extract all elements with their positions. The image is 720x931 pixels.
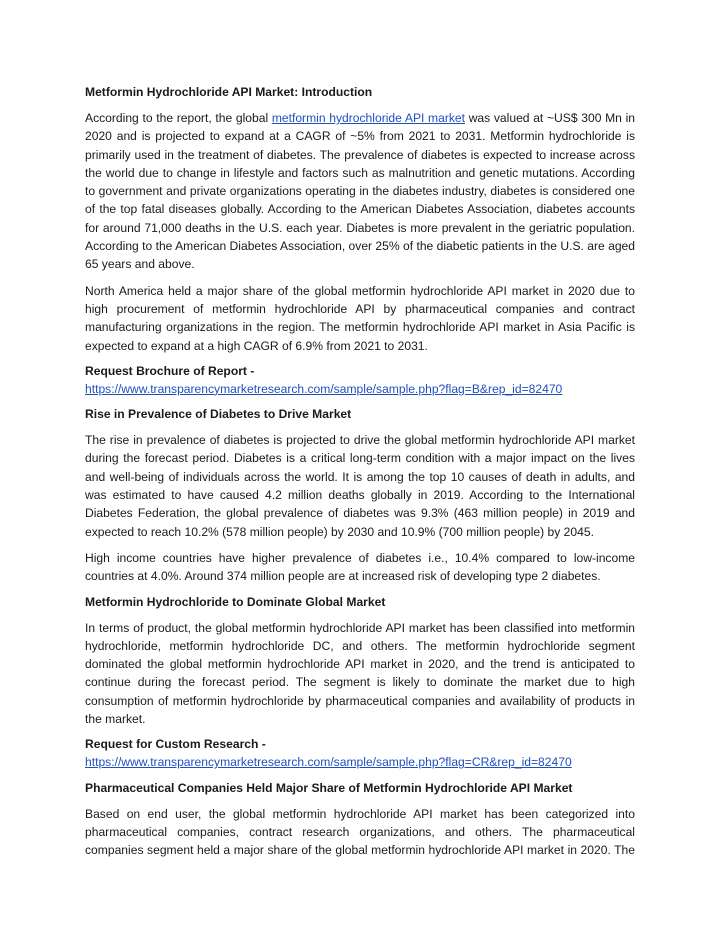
- rise-paragraph-2: High income countries have higher prevalence of diabetes i.e., 10.4% compared to low-income countries at 4.0%. Around 374 million people are at increased risk of developing type 2 diabetes.: [85, 550, 635, 584]
- intro-paragraph-2: North America held a major share of the global metformin hydrochloride API market in 2020 due to high procurement of metformin hydrochloride API by pharmaceutical companies and contract manufacturing organizations in the region. The metformin hydrochloride API market in Asia Pacific is expected to expand at a high CAGR of 6.9% from 2021 to 2031.: [85, 283, 635, 353]
- document-body: [85, 84, 635, 860]
- brochure-request-link[interactable]: https://www.transparencymarketresearch.com/sample/sample.php?flag=B&rep_id=82470: [85, 381, 563, 396]
- pharma-heading: Pharmaceutical Companies Held Major Share of Metformin Hydrochloride API Market: [85, 780, 573, 795]
- rise-paragraph-1: The rise in prevalence of diabetes is projected to drive the global metformin hydrochloride API market during the forecast period. Diabetes is a critical long-term condition with a major impact on the lives and well-being of individuals across the world. It is among the top 10 causes of death in adults, and was estimated to have caused 4.2 million deaths globally in 2019. According to the International Diabetes Federation, the global prevalence of diabetes was 9.3% (463 million people) in 2019 and expected to reach 10.2% (578 million people) by 2030 and 10.9% (700 million people) by 2045.: [85, 433, 635, 539]
- dominate-heading: Metformin Hydrochloride to Dominate Global Market: [85, 594, 386, 609]
- custom-research-link[interactable]: https://www.transparencymarketresearch.com/sample/sample.php?flag=CR&rep_id=82470: [85, 755, 572, 770]
- brochure-request-label: Request Brochure of Report -: [85, 363, 255, 378]
- brochure-request: [85, 363, 635, 398]
- custom-research-request: [85, 736, 635, 771]
- market-report-link[interactable]: metformin hydrochloride API market: [271, 111, 466, 125]
- dominate-paragraph-1: In terms of product, the global metformin hydrochloride API market has been classified into metformin hydrochloride, metformin hydrochloride DC, and others. The metformin hydrochloride segment dominated the global metformin hydrochloride API market in 2020, and the trend is anticipated to continue during the forecast period. The segment is likely to dominate the market due to high consumption of metformin hydrochloride by pharmaceutical companies and availability of products in the market.: [85, 620, 635, 727]
- custom-research-label: Request for Custom Research -: [85, 737, 266, 752]
- pharma-paragraph-1: Based on end user, the global metformin hydrochloride API market has been categorized into pharmaceutical companies, contract research organizations, and others. The pharmaceutical companies segment held a major share of the global metformin hydrochloride API market in 2020. The: [85, 806, 635, 858]
- intro-heading: Metformin Hydrochloride API Market: Introduction: [85, 85, 373, 99]
- intro-text-after-link: was valued at ~US$ 300 Mn in 2020 and is projected to expand at a CAGR of ~5% from 2021 to 2031. Metformin hydrochloride is primarily used in the treatment of diabetes. The prevalence of diabetes is expected to increase across the world due to change in lifestyle and factors such as malnutrition and genetic mutations. According to government and private organizations operating in the diabetes industry, diabetes is considered one of the top fatal diseases globally. According to the American Diabetes Association, diabetes accounts for around 71,000 deaths in the U.S. each year. Diabetes is more prevalent in the geriatric population. According to the American Diabetes Association, over 25% of the diabetic patients in the U.S. are aged 65 years and above.: [85, 111, 635, 272]
- rise-heading: Rise in Prevalence of Diabetes to Drive Market: [85, 407, 352, 422]
- intro-paragraph-1: [85, 109, 635, 274]
- intro-text-before-link: According to the report, the global: [85, 111, 272, 125]
